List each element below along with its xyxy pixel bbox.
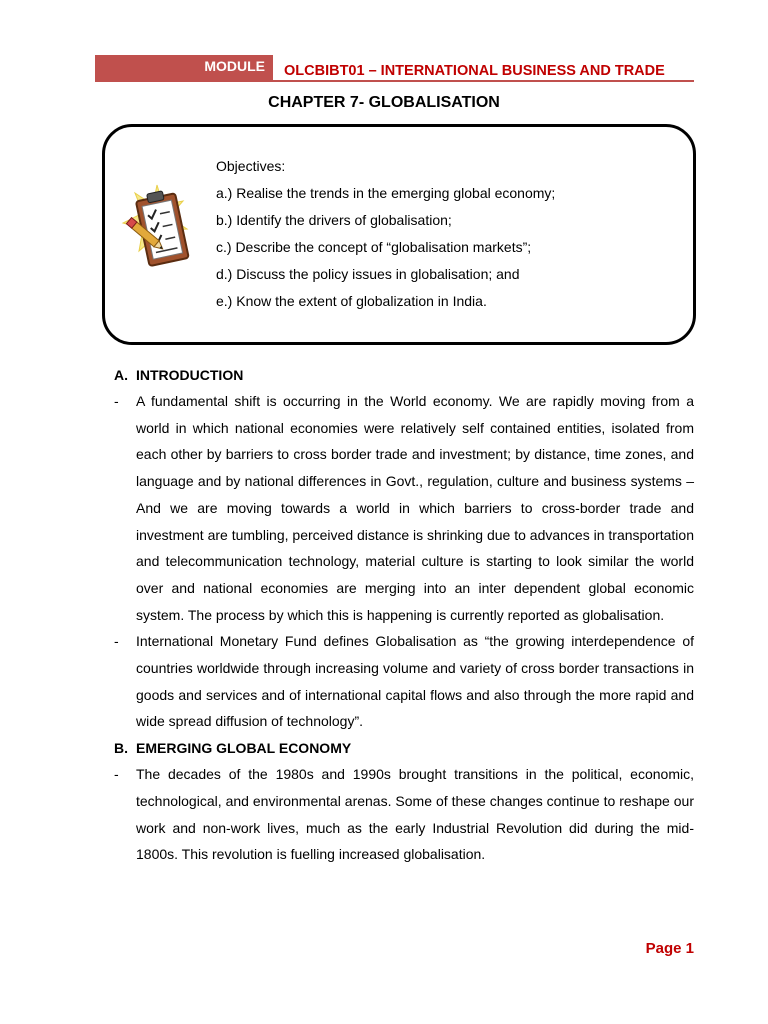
section-heading-introduction xyxy=(114,362,694,388)
paragraph-text: A fundamental shift is occurring in the World economy. We are rapidly moving from a world in which national economies were relatively self contained entities, isolated from each other by barriers to cross border trade and investment; by distance, time zones, and language and by national differences in Govt., regulation, culture and business systems –And we are moving towards a world in which barriers to cross-border trade and investment are tumbling, perceived distance is shrinking due to advances in transportation and telecommunication technology, material culture is starting to look similar the world over and national economies are merging into an inter dependent global economic system. The process by which this is happening is currently reported as globalisation. xyxy=(136,393,694,623)
clipboard-icon xyxy=(121,183,193,275)
page-header xyxy=(95,55,694,81)
bullet-dash: - xyxy=(114,633,119,650)
objectives-heading: Objectives: xyxy=(216,158,286,174)
bullet-dash: - xyxy=(114,393,119,409)
section-heading-emerging-global-economy xyxy=(114,735,694,761)
module-label: MODULE xyxy=(204,58,265,74)
paragraph xyxy=(114,628,694,735)
module-badge xyxy=(95,55,273,81)
paragraph xyxy=(114,761,694,868)
section-title: INTRODUCTION xyxy=(136,367,244,383)
chapter-title: CHAPTER 7- GLOBALISATION xyxy=(268,94,500,111)
objective-item: a.) Realise the trends in the emerging global economy; xyxy=(216,185,556,201)
objective-item: c.) Describe the concept of “globalisation markets”; xyxy=(216,239,532,255)
section-letter: B. xyxy=(114,740,128,757)
objective-item: d.) Discuss the policy issues in globalisation; and xyxy=(216,266,520,282)
page-number: Page 1 xyxy=(645,940,694,957)
header-rule xyxy=(95,80,694,82)
objectives-box xyxy=(102,124,696,345)
objective-item: e.) Know the extent of globalization in India. xyxy=(216,293,487,309)
objective-item: b.) Identify the drivers of globalisation; xyxy=(216,212,452,228)
document-body xyxy=(114,362,694,868)
objectives-list xyxy=(216,157,555,319)
paragraph-text: International Monetary Fund defines Globalisation as “the growing interdependence of countries worldwide through increasing volume and variety of cross border transactions in goods and services and of international capital flows and also through the more rapid and wide spread diffusion of technology”. xyxy=(136,633,694,730)
course-title: OLCBIBT01 – INTERNATIONAL BUSINESS AND TRADE xyxy=(284,63,665,79)
section-title: EMERGING GLOBAL ECONOMY xyxy=(136,740,352,757)
bullet-dash: - xyxy=(114,766,119,783)
paragraph xyxy=(114,388,694,628)
paragraph-text: The decades of the 1980s and 1990s brought transitions in the political, economic, technological, and environmental arenas. Some of these changes continue to reshape our work and non-work lives, much as the early Industrial Revolution did during the mid-1800s. This revolution is fuelling increased globalisation. xyxy=(136,766,694,863)
section-letter: A. xyxy=(114,367,128,383)
